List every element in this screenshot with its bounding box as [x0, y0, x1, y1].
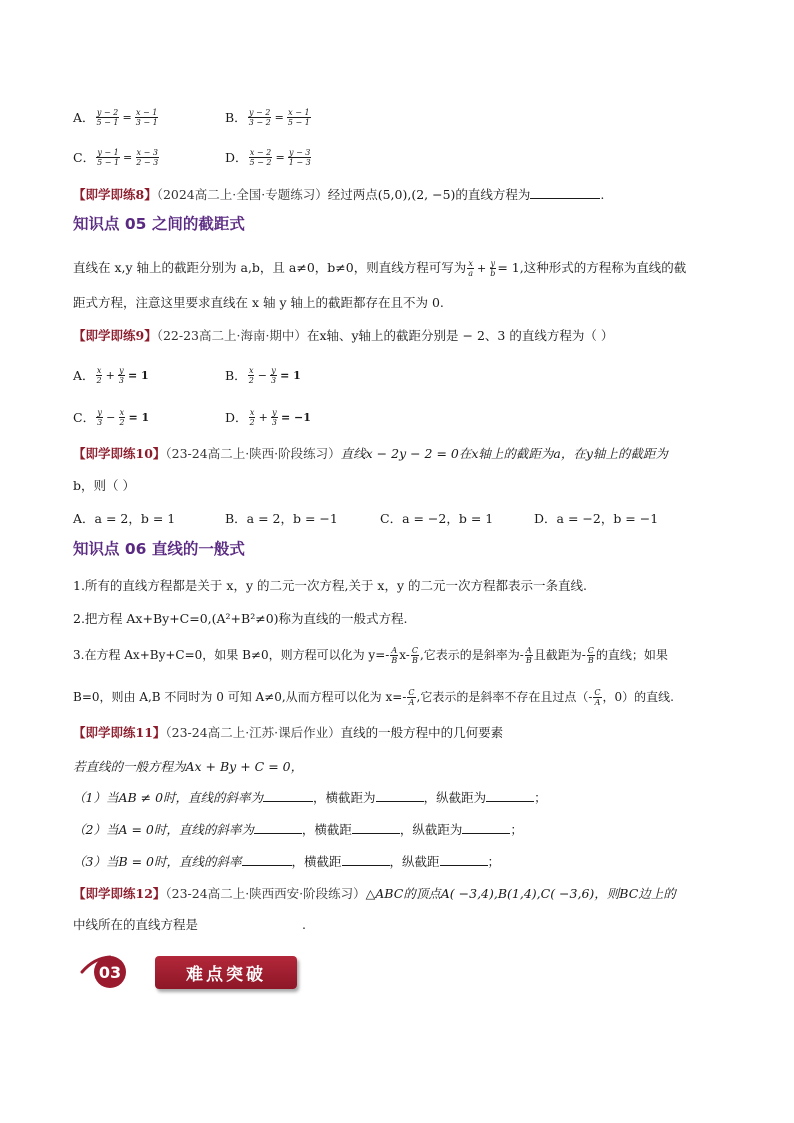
fraction: $\frac{A}{B}$ [391, 646, 398, 665]
answer-blank[interactable] [376, 789, 424, 802]
answer-blank[interactable] [486, 789, 534, 802]
exercise-tag: 【即学即练10】 [73, 446, 166, 461]
answer-blank[interactable] [440, 853, 488, 866]
section06-item-3-line-1: 3.在方程 Ax+By+C=0，如果 B≠0，则方程可以化为 y=- $\frac{A}{B}$ x- $\frac{C}{B}$ ,它表示的是斜率为- $\frac{A}{B}$ 且截距为- $\frac{C}{B}$ 的直线；如果 [73, 646, 668, 665]
fraction: $\frac{C}{A}$ [594, 688, 601, 707]
section06-item-1: 1.所有的直线方程都是关于 x，y 的二元一次方程,关于 x，y 的二元一次方程都表示一条直线. [73, 578, 587, 593]
q7-choice-c[interactable]: C． $\frac{y - 1}{5 - 1}$ = $\frac{x - 3}{2 - 3}$ [73, 147, 159, 167]
fraction: $\frac{x}{a}$ [468, 259, 473, 278]
fraction: $\frac{y}{3}$ [271, 365, 277, 385]
answer-blank[interactable] [352, 821, 400, 834]
exercise-source: （23-24高二上·江苏·课后作业） [165, 725, 341, 740]
question-text: 经过两点(5,0),(2, −5)的直线方程为 [327, 187, 531, 202]
q11-question [73, 724, 503, 742]
fraction: $\frac{x}{2}$ [96, 365, 102, 385]
section06-item-2: 2.把方程 Ax+By+C=0,(A²+B²≠0)称为直线的一般式方程. [73, 611, 408, 626]
question-text: △ABC的顶点A( −3,4),B(1,4),C( −3,6)，则BC边上的 [365, 886, 676, 901]
fraction: $\frac{x - 1}{3 - 1}$ [135, 107, 158, 127]
fraction: $\frac{x - 2}{5 - 2}$ [249, 147, 272, 167]
fraction: $\frac{x - 1}{5 - 1}$ [287, 107, 310, 127]
exercise-tag: 【即学即练8】 [73, 187, 157, 202]
q7-choice-a[interactable]: A． $\frac{y - 2}{5 - 1}$ = $\frac{x - 1}{3 - 1}$ [73, 107, 158, 127]
fraction: $\frac{y - 3}{1 - 3}$ [288, 147, 311, 167]
q12-question-line-2: 中线所在的直线方程是 . [73, 917, 306, 932]
section-heading-05: 知识点 05 之间的截距式 [73, 215, 245, 233]
fraction: $\frac{y}{3}$ [271, 407, 277, 427]
choice-label: B． [225, 110, 247, 125]
choice-label: C． [73, 150, 96, 165]
q9-choice-a[interactable]: A． $\frac{x}{2}$ + $\frac{y}{3}$ = 1 [73, 365, 149, 385]
fraction: $\frac{y - 2}{5 - 1}$ [96, 107, 119, 127]
exercise-source: （23-24高二上·陕西西安·阶段练习） [165, 886, 366, 901]
fraction: $\frac{x - 3}{2 - 3}$ [136, 147, 159, 167]
q10-question-line-2: b，则（ ） [73, 478, 135, 493]
question-text: 直线x − 2y − 2 = 0在x轴上的截距为a，在y轴上的截距为 [340, 446, 668, 461]
fraction: $\frac{x}{2}$ [248, 365, 254, 385]
exercise-tag: 【即学即练9】 [73, 328, 157, 343]
q8-question: 【即学即练8】（2024高二上·全国·专题练习）经过两点(5,0),(2, −5)的直线方程为 . [73, 187, 605, 202]
exercise-source: （2024高二上·全国·专题练习） [156, 187, 328, 202]
answer-blank[interactable] [242, 853, 292, 866]
fraction: $\frac{C}{A}$ [408, 688, 415, 707]
fraction: $\frac{x}{2}$ [249, 407, 255, 427]
q9-choice-c[interactable]: C． $\frac{y}{3}$ − $\frac{x}{2}$ = 1 [73, 407, 150, 427]
section-title-banner: 难点突破 [155, 956, 297, 989]
section-heading-06: 知识点 06 直线的一般式 [73, 540, 245, 558]
exercise-source: （23-24高二上·陕西·阶段练习） [165, 446, 341, 461]
section05-paragraph-line-2: 距式方程，注意这里要求直线在 x 轴 y 轴上的截距都存在且不为 0. [73, 295, 444, 310]
badge-number: 03 [98, 963, 122, 982]
answer-blank[interactable] [263, 789, 313, 802]
q11-subquestion-1: （1）当AB ≠ 0时，直线的斜率为 ，横截距为 ，纵截距为 ； [73, 790, 547, 805]
choice-label: A． [73, 110, 95, 125]
q10-choice-d[interactable]: D．a = −2，b = −1 [534, 511, 659, 526]
q10-choice-b[interactable]: B．a = 2，b = −1 [225, 511, 338, 526]
q11-subquestion-3: （3）当B = 0时，直线的斜率 ，横截距 ，纵截距 ； [73, 854, 501, 869]
fraction: $\frac{y - 2}{3 - 2}$ [248, 107, 271, 127]
fraction: $\frac{x}{2}$ [119, 407, 125, 427]
q9-choice-b[interactable]: B． $\frac{x}{2}$ − $\frac{y}{3}$ = 1 [225, 365, 301, 385]
answer-blank[interactable] [530, 186, 600, 199]
q12-question [73, 885, 676, 903]
q7-choice-b[interactable]: B． $\frac{y - 2}{3 - 2}$ = $\frac{x - 1}{5 - 1}$ [225, 107, 310, 127]
fraction: $\frac{A}{B}$ [525, 646, 532, 665]
q10-choice-a[interactable]: A．a = 2，b = 1 [73, 511, 176, 526]
fraction: $\frac{y}{3}$ [97, 407, 103, 427]
exercise-tag: 【即学即练12】 [73, 886, 166, 901]
fraction: $\frac{y}{3}$ [118, 365, 124, 385]
question-text: 在x轴、y轴上的截距分别是 − 2、3 的直线方程为（ ） [306, 328, 614, 343]
choice-label: D． [225, 150, 248, 165]
answer-blank[interactable] [342, 853, 390, 866]
section06-item-3-line-2: B=0，则由 A,B 不同时为 0 可知 A≠0,从而方程可以化为 x=- $\frac{C}{A}$ ,它表示的是斜率不存在且过点（- $\frac{C}{A}$ ，0）的直线. [73, 688, 674, 707]
question-text: 直线的一般方程中的几何要素 [340, 725, 504, 740]
q7-choice-d[interactable]: D． $\frac{x - 2}{5 - 2}$ = $\frac{y - 3}{1 - 3}$ [225, 147, 311, 167]
q10-choice-c[interactable]: C．a = −2，b = 1 [380, 511, 494, 526]
q10-question [73, 445, 668, 463]
q11-question-line-2: 若直线的一般方程为Ax + By + C = 0， [73, 759, 304, 774]
section05-paragraph-line-1: 直线在 x,y 轴上的截距分别为 a,b，且 a≠0，b≠0，则直线方程可写为 $\frac{x}{a}$ + $\frac{y}{b}$ = 1,这种形式的方程称为直线的截 [73, 259, 687, 278]
exercise-source: （22-23高二上·海南·期中） [156, 328, 307, 343]
fraction: $\frac{y - 1}{5 - 1}$ [97, 147, 120, 167]
q9-question [73, 327, 613, 345]
q11-subquestion-2: （2）当A = 0时，直线的斜率为 ，横截距 ，纵截距为 ； [73, 822, 523, 837]
answer-blank[interactable] [254, 821, 302, 834]
fraction: $\frac{y}{b}$ [490, 259, 496, 278]
exercise-tag: 【即学即练11】 [73, 725, 166, 740]
answer-blank[interactable] [462, 821, 510, 834]
fraction: $\frac{C}{B}$ [587, 646, 594, 665]
fraction: $\frac{C}{B}$ [411, 646, 418, 665]
q9-choice-d[interactable]: D． $\frac{x}{2}$ + $\frac{y}{3}$ = −1 [225, 407, 311, 427]
section-number-badge [80, 952, 136, 992]
